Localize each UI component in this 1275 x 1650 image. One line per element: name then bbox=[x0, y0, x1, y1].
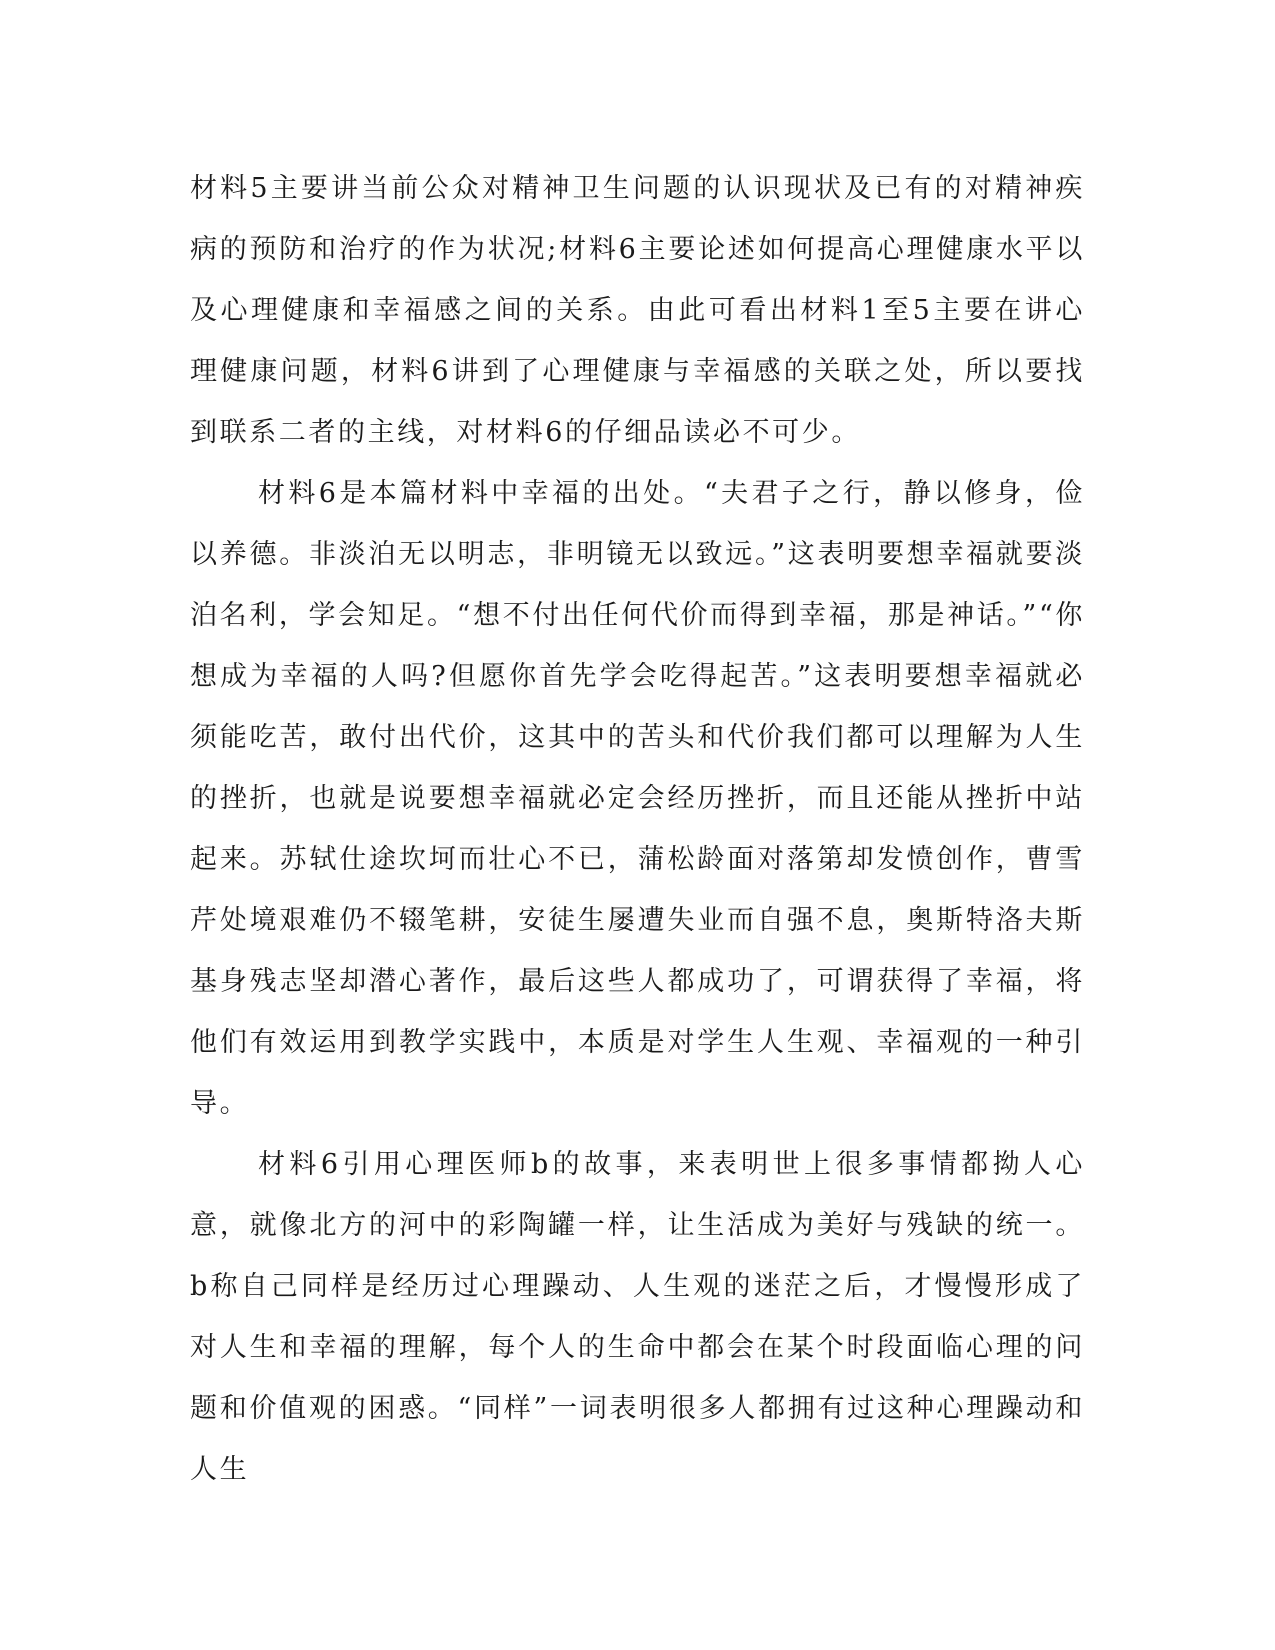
paragraph-2: 材料6是本篇材料中幸福的出处。“夫君子之行，静以修身，俭以养德。非淡泊无以明志，非明镜无以致远。”这表明要想幸福就要淡泊名利，学会知足。“想不付出任何代价而得到幸福，那是神话。”“你想成为幸福的人吗?但愿你首先学会吃得起苦。”这表明要想幸福就必须能吃苦，敢付出代价，这其中的苦头和代价我们都可以理解为人生的挫折，也就是说要想幸福就必定会经历挫折，而且还能从挫折中站起来。苏轼仕途坎坷而壮心不已，蒲松龄面对落第却发愤创作，曹雪芹处境艰难仍不辍笔耕，安徒生屡遭失业而自强不息，奥斯特洛夫斯基身残志坚却潜心著作，最后这些人都成功了，可谓获得了幸福，将他们有效运用到教学实践中，本质是对学生人生观、幸福观的一种引导。 bbox=[190, 478, 1085, 1119]
document-body bbox=[190, 158, 1085, 1500]
paragraph-3: 材料6引用心理医师b的故事，来表明世上很多事情都拗人心意，就像北方的河中的彩陶罐一样，让生活成为美好与残缺的统一。b称自己同样是经历过心理躁动、人生观的迷茫之后，才慢慢形成了对人生和幸福的理解，每个人的生命中都会在某个时段面临心理的问题和价值观的困惑。“同样”一词表明很多人都拥有过这种心理躁动和人生 bbox=[190, 1149, 1085, 1485]
paragraph-1: 材料5主要讲当前公众对精神卫生问题的认识现状及已有的对精神疾病的预防和治疗的作为状况;材料6主要论述如何提高心理健康水平以及心理健康和幸福感之间的关系。由此可看出材料1至5主要在讲心理健康问题，材料6讲到了心理健康与幸福感的关联之处，所以要找到联系二者的主线，对材料6的仔细品读必不可少。 bbox=[190, 173, 1085, 448]
